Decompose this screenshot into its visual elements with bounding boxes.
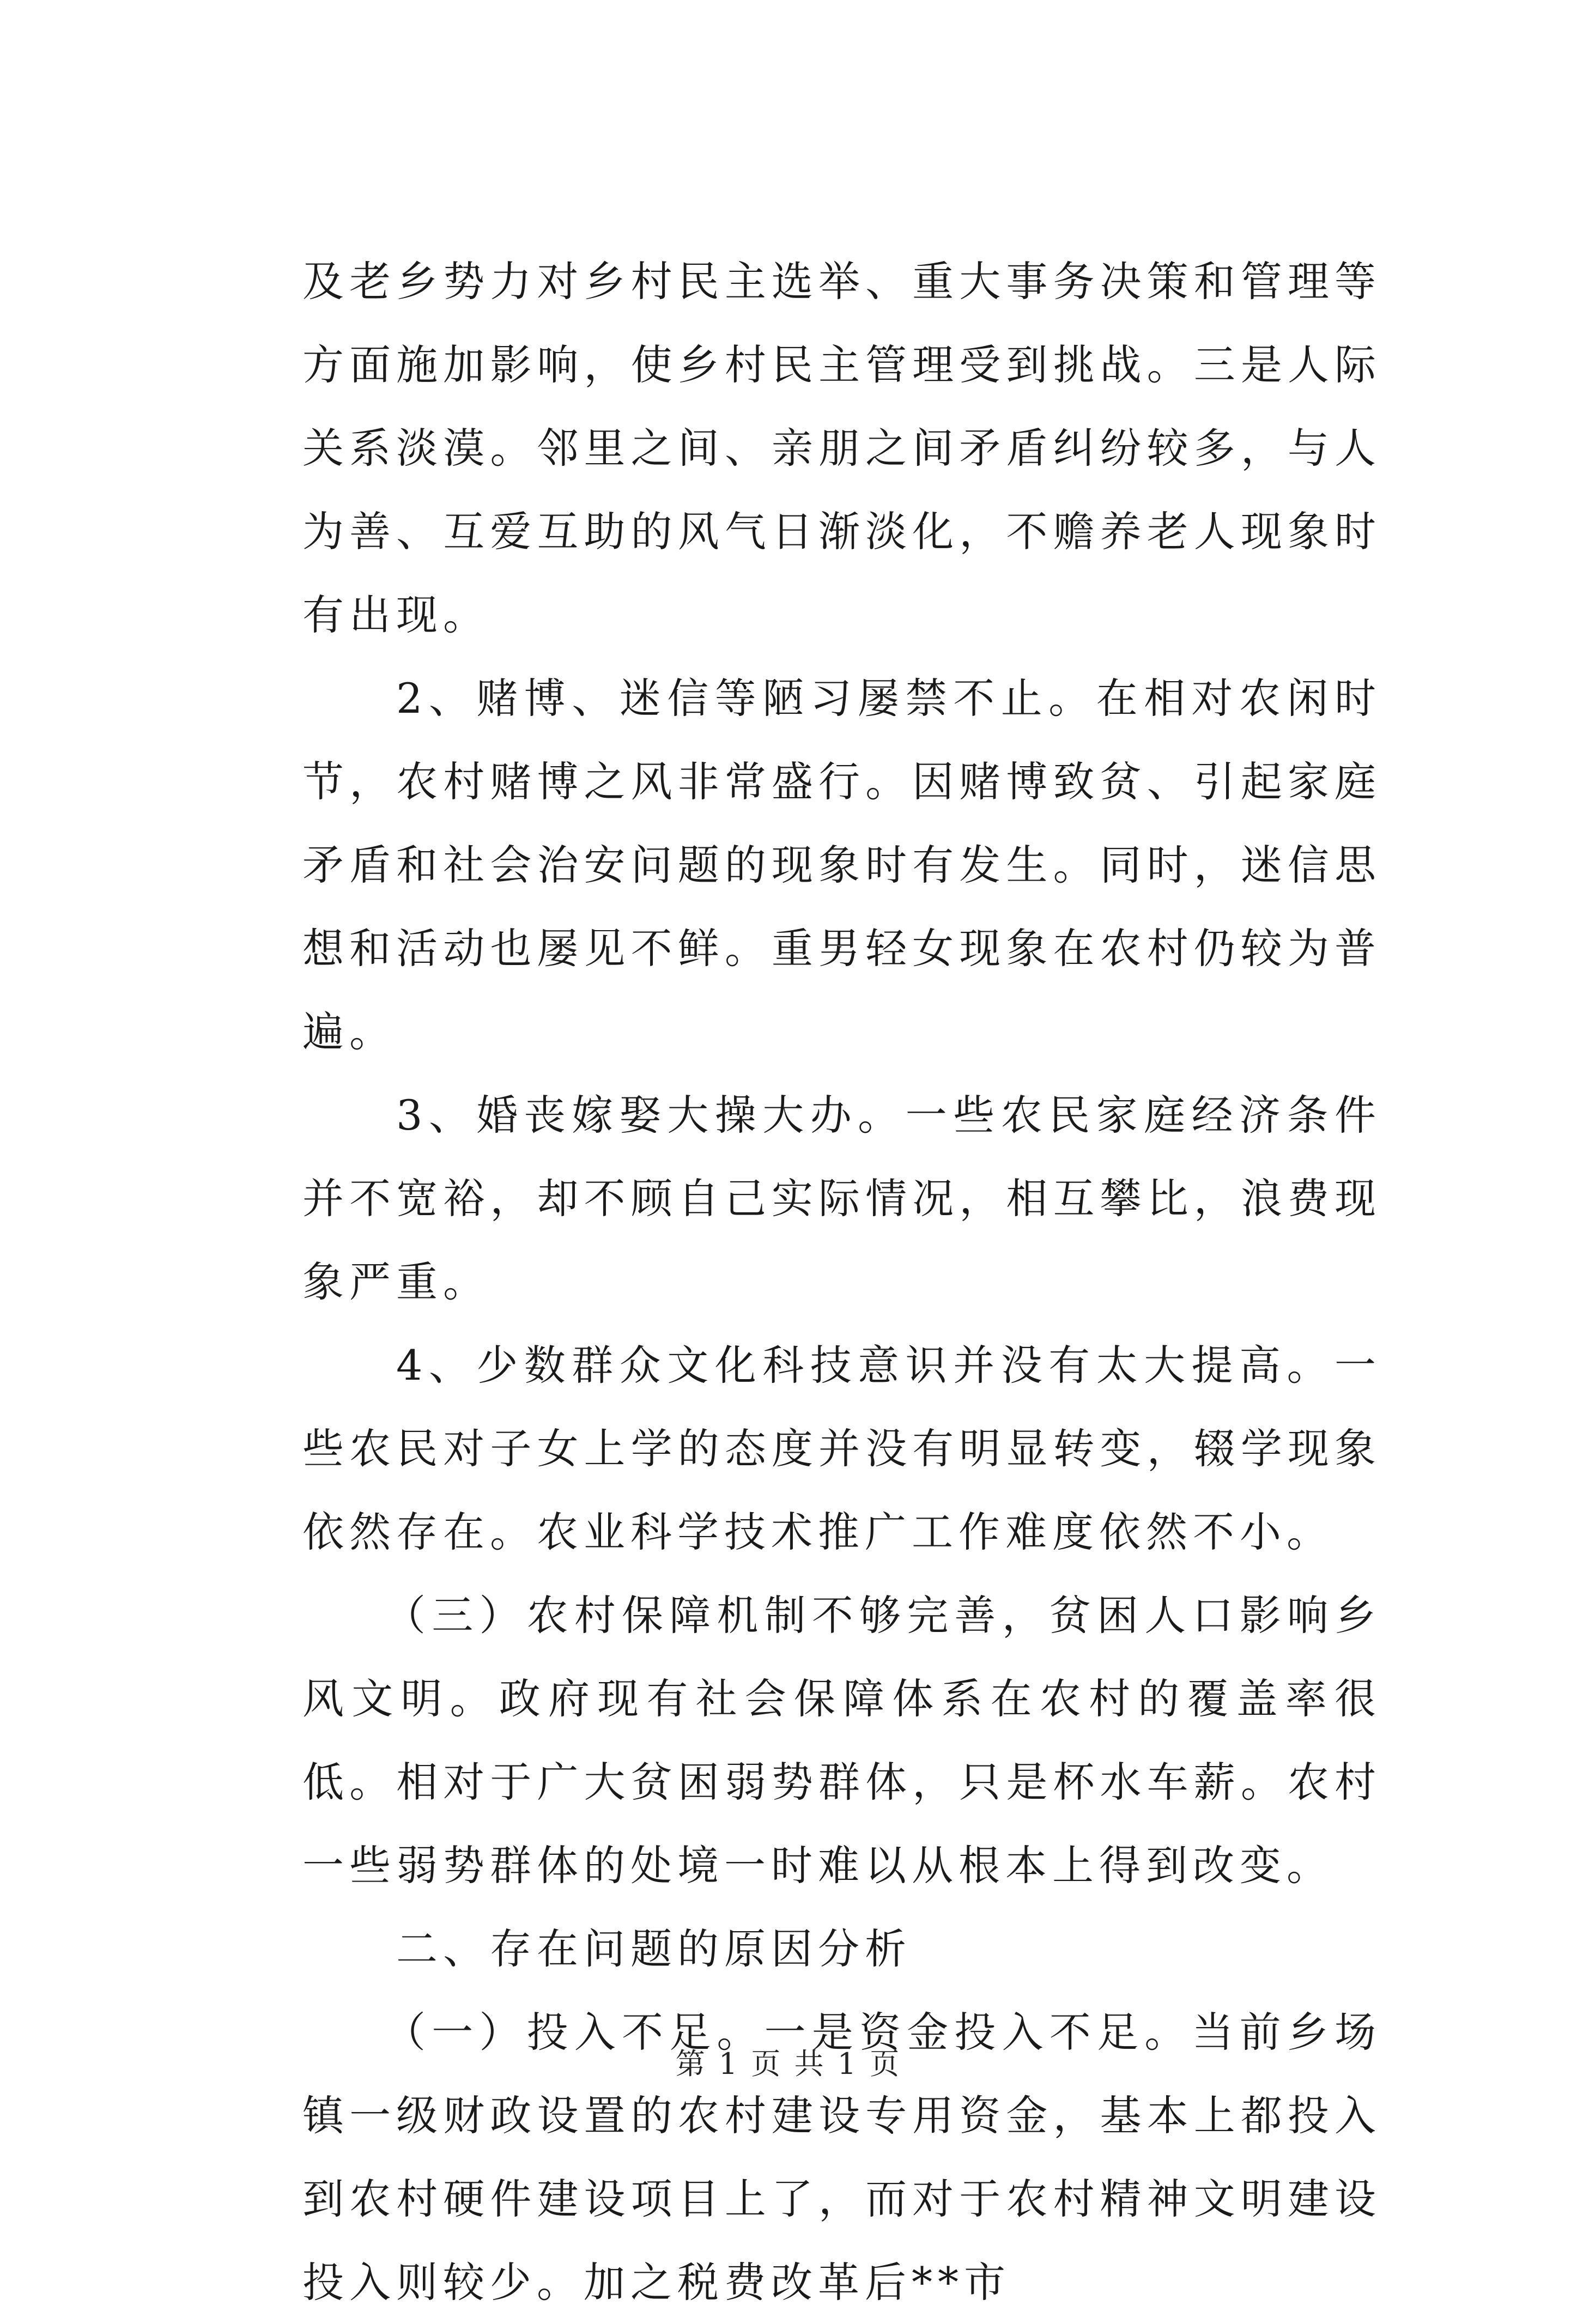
- paragraph-item-2: 2、赌博、迷信等陋习屡禁不止。在相对农闲时节，农村赌博之风非常盛行。因赌博致贫、引起家庭矛盾和社会治安问题的现象时有发生。同时，迷信思想和活动也屡见不鲜。重男轻女现象在农村仍较为普遍。: [302, 674, 1381, 1056]
- section-heading-2: 二、存在问题的原因分析: [396, 1925, 912, 1973]
- paragraph-section-3: （三）农村保障机制不够完善，贫困人口影响乡风文明。政府现有社会保障体系在农村的覆盖率很低。相对于广大贫困弱势群体，只是杯水车薪。农村一些弱势群体的处境一时难以从根本上得到改变。: [302, 1591, 1381, 1890]
- paragraph-subsection-1: （一）投入不足。一是资金投入不足。当前乡场镇一级财政设置的农村建设专用资金，基本上都投入到农村硬件建设项目上了，而对于农村精神文明建设投入则较少。加之税费改革后**市: [302, 2008, 1381, 2307]
- page-footer: 第 1 页 共 1 页: [675, 2047, 902, 2081]
- document-body: [302, 240, 1381, 2324]
- paragraph-continuation: 及老乡势力对乡村民主选举、重大事务决策和管理等方面施加影响，使乡村民主管理受到挑战。三是人际关系淡漠。邻里之间、亲朋之间矛盾纠纷较多，与人为善、互爱互助的风气日渐淡化，不赡养老人现象时有出现。: [302, 257, 1381, 639]
- paragraph-item-3: 3、婚丧嫁娶大操大办。一些农民家庭经济条件并不宽裕，却不顾自己实际情况，相互攀比，浪费现象严重。: [302, 1091, 1381, 1306]
- paragraph-item-4: 4、少数群众文化科技意识并没有太大提高。一些农民对子女上学的态度并没有明显转变，辍学现象依然存在。农业科学技术推广工作难度依然不小。: [302, 1341, 1381, 1556]
